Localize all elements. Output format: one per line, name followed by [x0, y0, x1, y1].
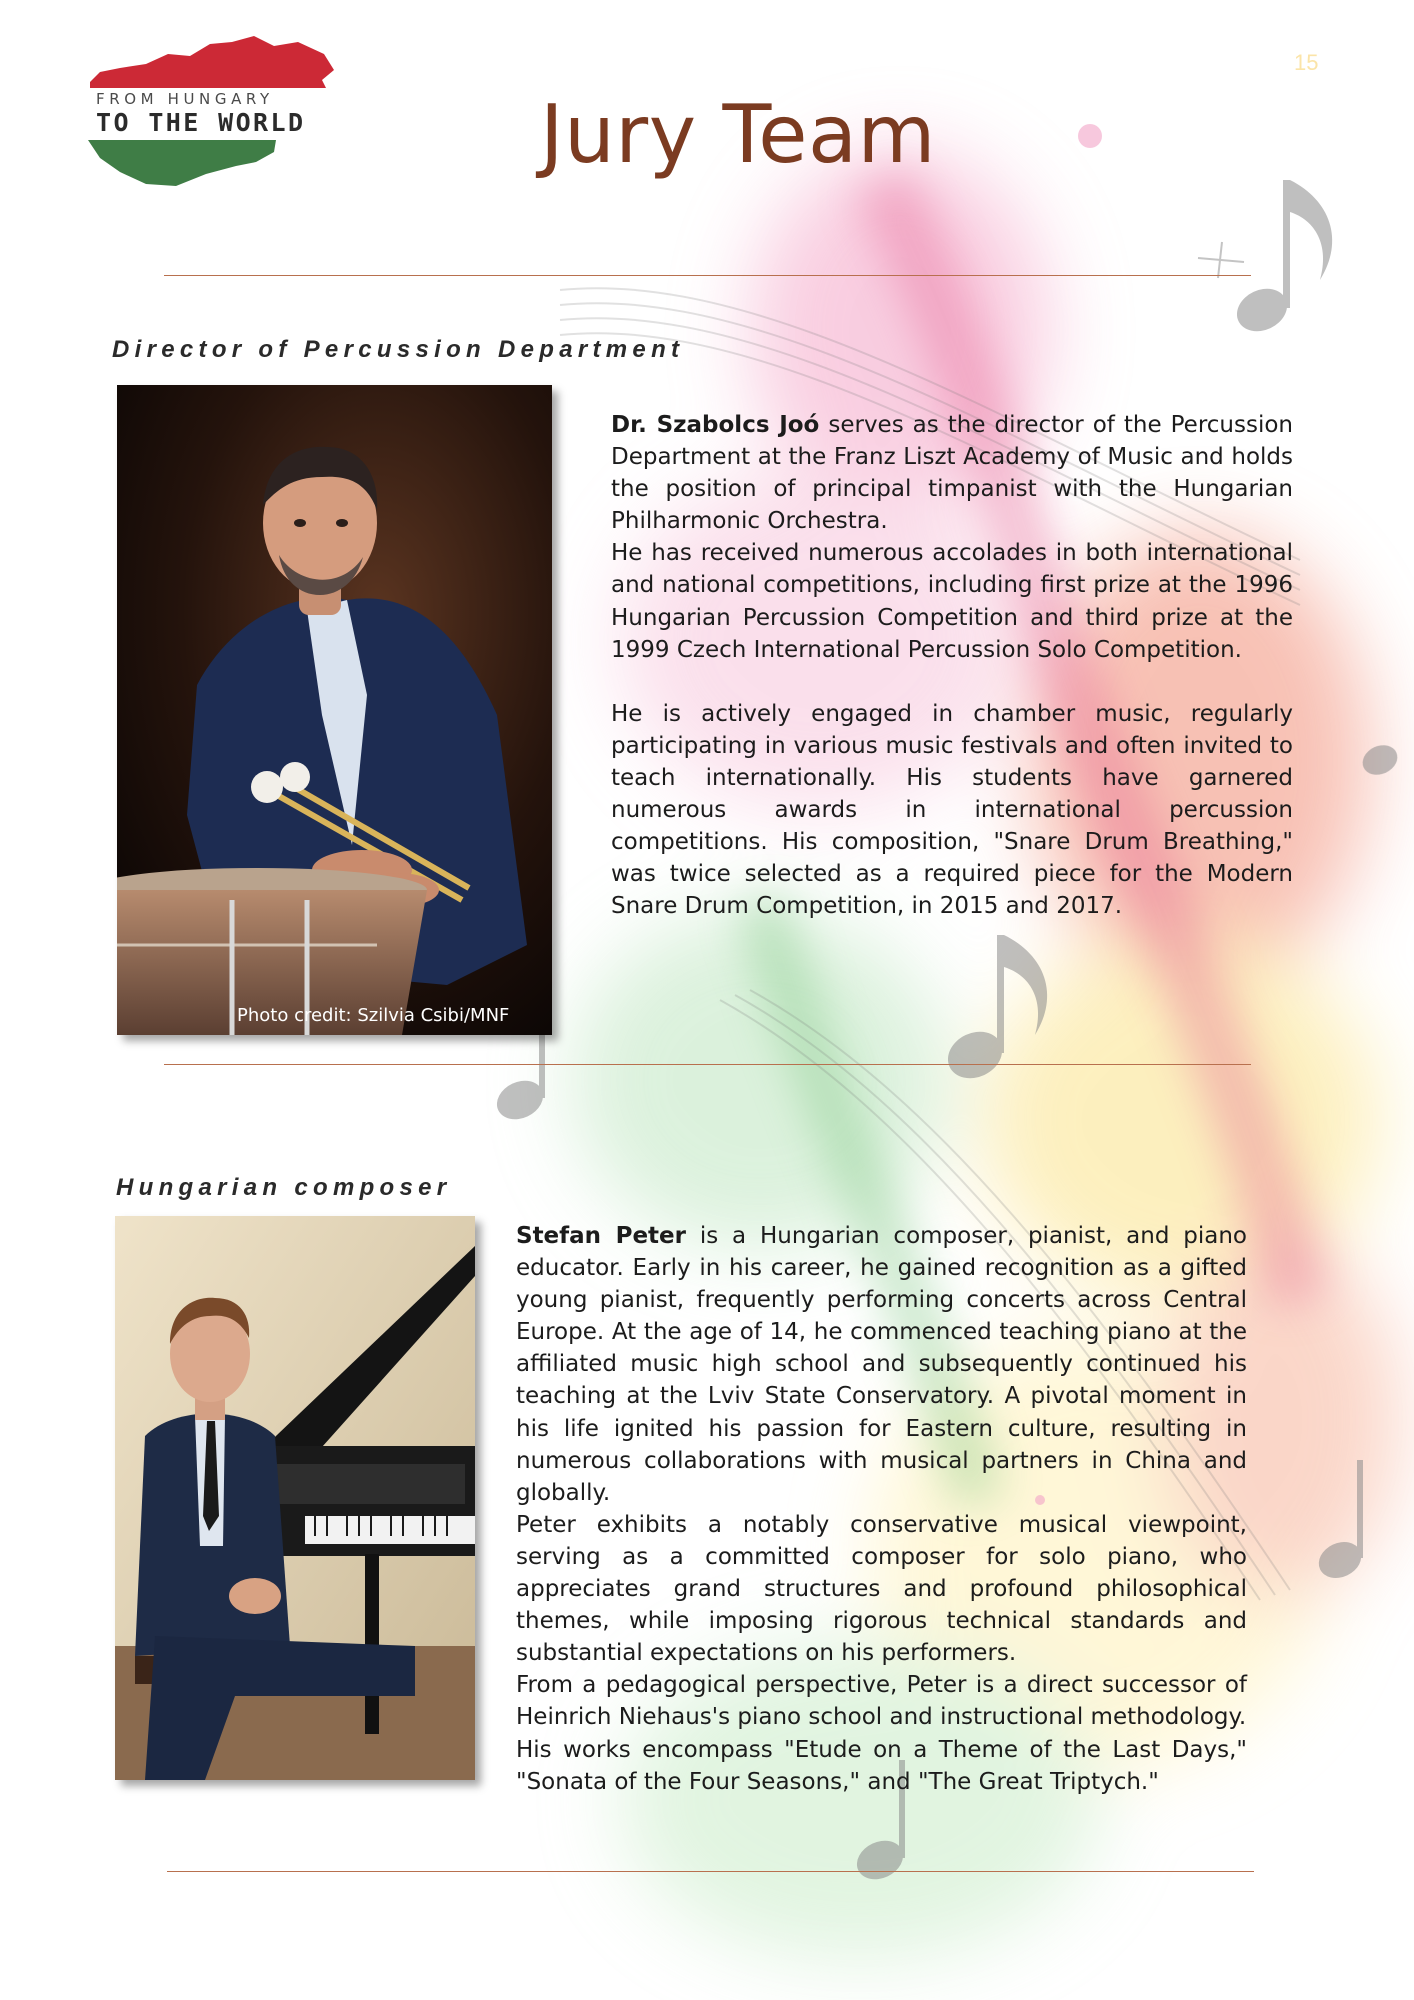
bio-paragraph: From a pedagogical perspective, Peter is a direct successor of Heinrich Niehaus's piano school and instructional methodology. [516, 1672, 1247, 1731]
person-name: Dr. Szabolcs Joó [611, 412, 820, 438]
page-number: 15 [1294, 50, 1319, 75]
bio-stefan-peter [516, 1220, 1247, 1798]
photo-stefan-peter [115, 1216, 475, 1780]
section-heading-percussion: Director of Percussion Department [112, 336, 685, 363]
photo-szabolcs-joo [117, 385, 552, 1035]
logo-tagline-top: FROM HUNGARY [96, 90, 274, 108]
person-name: Stefan Peter [516, 1223, 686, 1249]
divider-top [164, 275, 1251, 276]
bio-paragraph: Stefan Peter is a Hungarian composer, pianist, and piano educator. Early in his career, he gained recognition as a gifted young pianist, frequently performing concerts across Central Europe. At the age of 14, he commenced teaching piano at the affiliated music high school and subsequently continued his teaching at the Lviv State Conservatory. A pivotal moment in his life ignited his passion for Eastern culture, resulting in numerous collaborations with musical partners in China and globally. [516, 1223, 1247, 1506]
logo [86, 34, 336, 194]
divider-middle [164, 1064, 1251, 1065]
bio-paragraph: Peter exhibits a notably conservative musical viewpoint, serving as a committed composer for solo piano, who appreciates grand structures and profound philosophical themes, while imposing rigorous technical standards and substantial expectations on his performers. [516, 1511, 1247, 1667]
bio-paragraph: He has received numerous accolades in both international and national competitions, including first prize at the 1996 Hungarian Percussion Competition and third prize at the 1999 Czech International Percussion Solo Competition. [611, 540, 1293, 663]
logo-tagline-bottom: TO THE WORLD [96, 108, 306, 137]
portrait-percussionist-image [117, 385, 552, 1035]
section-heading-composer: Hungarian composer [116, 1174, 452, 1201]
bio-paragraph: His works encompass "Etude on a Theme of the Last Days," "Sonata of the Four Seasons," and "The Great Triptych." [516, 1736, 1247, 1795]
page-title: Jury Team [540, 88, 936, 181]
portrait-composer-image [115, 1216, 475, 1780]
divider-bottom [167, 1871, 1254, 1872]
bio-szabolcs-joo [611, 409, 1293, 922]
bio-paragraph: He is actively engaged in chamber music, regularly participating in various music festivals and often invited to teach internationally. His students have garnered numerous awards in international percussion competitions. His composition, "Snare Drum Breathing," was twice selected as a required piece for the Modern Snare Drum Competition, in 2015 and 2017. [611, 700, 1293, 920]
bio-paragraph: Dr. Szabolcs Joó serves as the director of the Percussion Department at the Franz Liszt Academy of Music and holds the position of principal timpanist with the Hungarian Philharmonic Orchestra. [611, 412, 1293, 535]
photo-credit: Photo credit: Szilvia Csibi/MNF [237, 1005, 510, 1026]
